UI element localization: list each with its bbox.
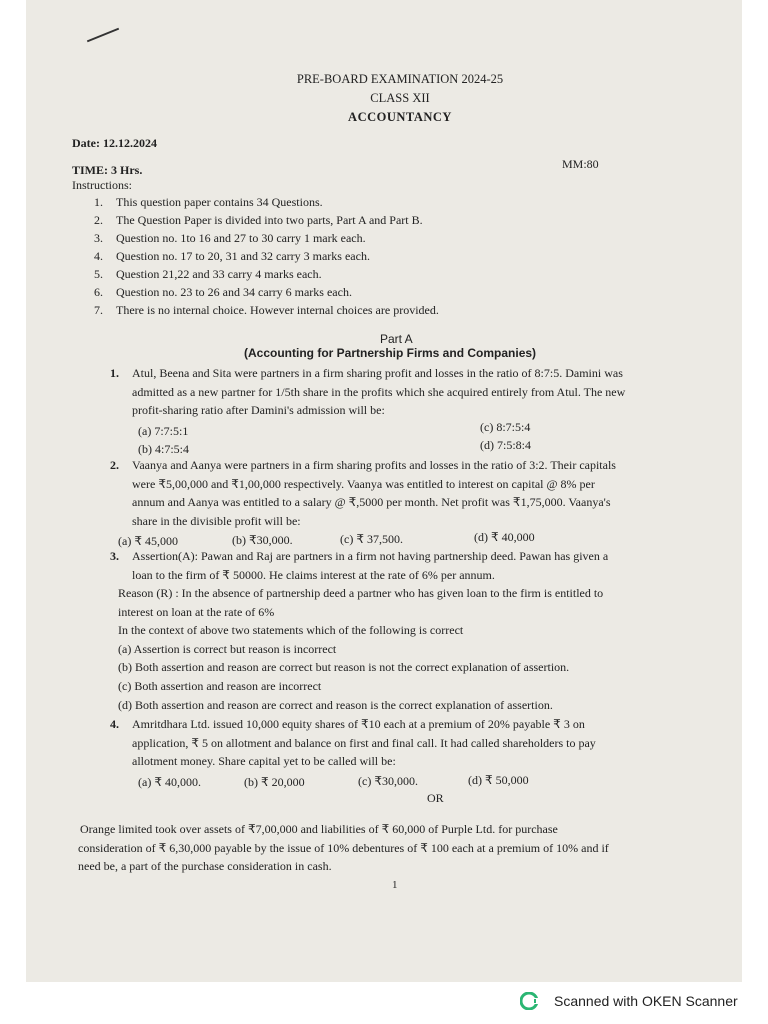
q3-option-c: (c) Both assertion and reason are incorrect (118, 679, 322, 693)
part-subtitle: (Accounting for Partnership Firms and Companies) (244, 346, 537, 360)
q2-option-a: (a) ₹ 45,000 (118, 534, 178, 548)
exam-title: PRE-BOARD EXAMINATION 2024-25 (296, 72, 504, 86)
scanner-footer (520, 991, 738, 1011)
q4-option-b: (b) ₹ 20,000 (244, 775, 305, 789)
q4-option-a: (a) ₹ 40,000. (138, 775, 201, 789)
question-4: 4. Amritdhara Ltd. issued 10,000 equity shares of ₹10 each at a premium of 20% payable ₹ 3 on application, ₹ 5 on allotment and balance on first and final call. It had called shareholders to pay allotment money. Share capital yet to be called will be: (110, 717, 596, 768)
q3-option-b: (b) Both assertion and reason are correct but reason is not the correct explanation of assertion. (118, 660, 570, 674)
instruction-item: 4. Question no. 17 to 20, 31 and 32 carry 3 marks each. (94, 249, 370, 263)
instruction-item: 1. This question paper contains 34 Questions. (94, 195, 323, 209)
scanner-watermark-text: Scanned with OKEN Scanner (554, 993, 738, 1009)
question-3: 3. Assertion(A): Pawan and Raj are partners in a firm not having partnership deed. Pawan has given a loan to the firm of ₹ 50000. He claims interest at the rate of 6% per annum. (110, 549, 609, 582)
part-title: Part A (380, 332, 413, 346)
oken-scanner-logo-icon (520, 992, 538, 1010)
q2-option-b: (b) ₹30,000. (232, 533, 293, 547)
instructions-list (94, 193, 554, 319)
q1-option-c: (c) 8:7:5:4 (480, 420, 531, 434)
q4-option-d: (d) ₹ 50,000 (468, 773, 529, 787)
question-1: 1. Atul, Beena and Sita were partners in a firm sharing profit and losses in the ratio of 8:7:5. Damini was admitted as a new partner for 1/5th share in the profits which she acquired entirely from Atul. The new profit-sharing ratio after Damini's admission will be: (110, 366, 626, 417)
q4-alternative: Orange limited took over assets of ₹7,00,000 and liabilities of ₹ 60,000 of Purple Ltd. for purchase consideration of ₹ 6,30,000 payable by the issue of 10% debentures of ₹ 100 each at a premium of 10% and if need be, a part of the purchase consideration in cash. (78, 822, 609, 873)
exam-date: Date: 12.12.2024 (72, 136, 157, 150)
exam-time: TIME: 3 Hrs. (72, 163, 143, 177)
instruction-item: 5. Question 21,22 and 33 carry 4 marks each. (94, 267, 322, 281)
q2-option-c: (c) ₹ 37,500. (340, 532, 403, 546)
q1-option-a: (a) 7:7:5:1 (138, 424, 189, 438)
exam-subject: ACCOUNTANCY (348, 110, 452, 124)
q2-option-d: (d) ₹ 40,000 (474, 530, 535, 544)
pen-mark (87, 28, 119, 43)
q3-option-a: (a) Assertion is correct but reason is incorrect (118, 642, 337, 656)
q4-option-c: (c) ₹30,000. (358, 774, 418, 788)
or-separator: OR (427, 791, 444, 805)
page-number: 1 (392, 879, 398, 891)
instruction-item: 3. Question no. 1to 16 and 27 to 30 carry 1 mark each. (94, 231, 366, 245)
instruction-item: 6. Question no. 23 to 26 and 34 carry 6 marks each. (94, 285, 352, 299)
q1-option-d: (d) 7:5:8:4 (480, 438, 531, 452)
max-marks: MM:80 (562, 157, 599, 171)
q3-reason: Reason (R) : In the absence of partnership deed a partner who has given loan to the firm is entitled to interest on loan at the rate of 6% In the context of above two statements which of the following is correct (118, 586, 604, 637)
instruction-item: 7. There is no internal choice. However internal choices are provided. (94, 303, 439, 317)
q3-option-d: (d) Both assertion and reason are correct and reason is the correct explanation of assertion. (118, 698, 553, 712)
q1-option-b: (b) 4:7:5:4 (138, 442, 189, 456)
question-2: 2. Vaanya and Aanya were partners in a firm sharing profits and losses in the ratio of 3:2. Their capitals were ₹5,00,000 and ₹1,00,000 respectively. Vaanya was entitled to interest on capital @ 8% per annum and Aanya was entitled to a salary @ ₹,5000 per month. Net profit was ₹1,75,000. Vaanya's share in the divisible profit will be: (110, 458, 616, 528)
instructions-heading: Instructions: (72, 178, 132, 192)
exam-class: CLASS XII (370, 91, 430, 105)
exam-header (250, 70, 550, 127)
instruction-item: 2. The Question Paper is divided into two parts, Part A and Part B. (94, 213, 423, 227)
